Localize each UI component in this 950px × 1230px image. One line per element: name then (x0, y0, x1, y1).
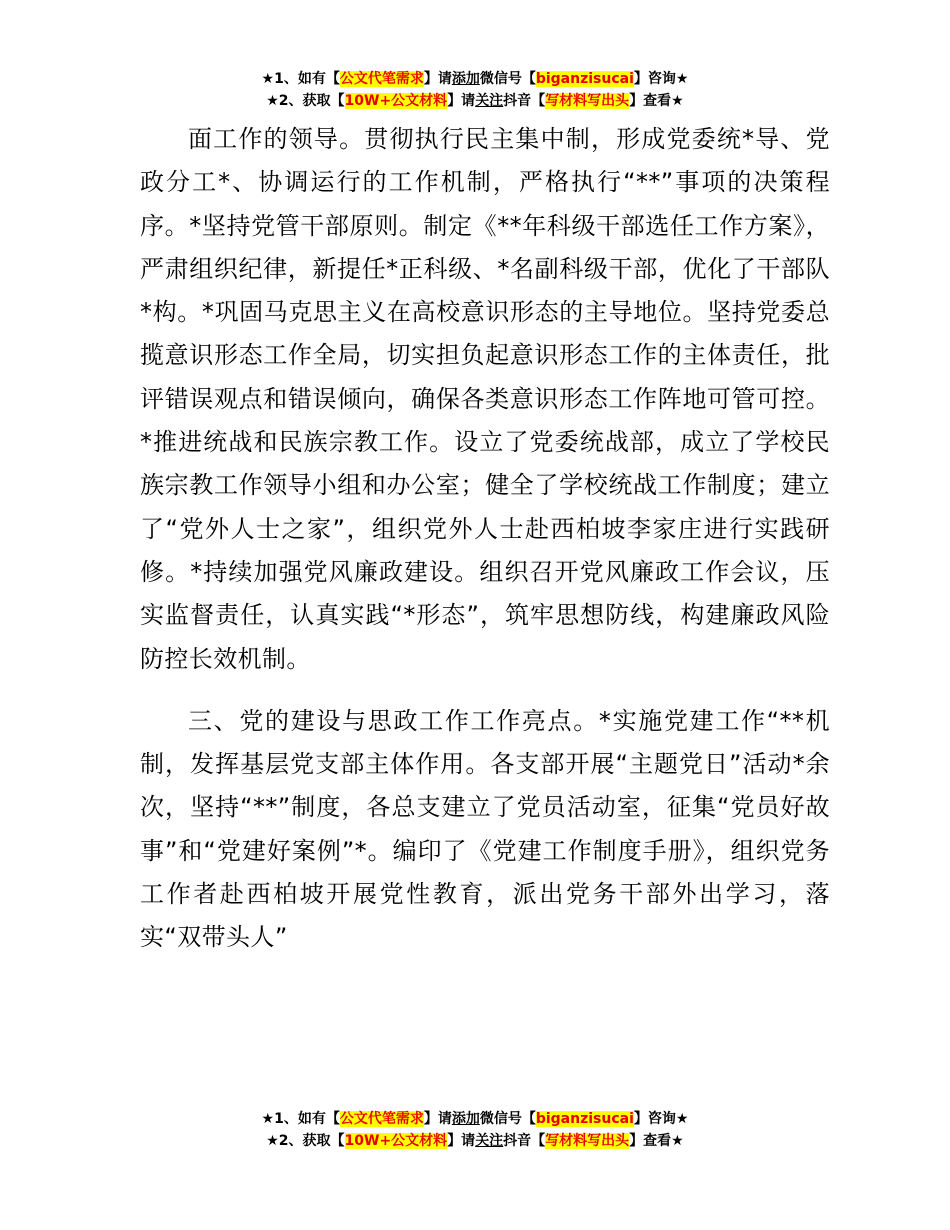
header-banner (0, 68, 950, 112)
banner-text: 】请 (423, 1111, 452, 1127)
banner-text: 】咨询★ (633, 1111, 689, 1127)
banner-text: 】咨询★ (633, 71, 689, 87)
banner-underlined-text: 添加 (451, 1111, 480, 1127)
banner-text: 】请 (423, 71, 452, 87)
banner-text: 】请 (447, 93, 476, 109)
highlight-materials: 10W+公文材料 (344, 93, 448, 109)
banner-text: ★1、如有【 (261, 1111, 340, 1127)
document-body (140, 118, 830, 960)
banner-line-2 (0, 90, 950, 112)
banner-text: 抖音【 (503, 93, 546, 109)
highlight-materials: 10W+公文材料 (344, 1133, 448, 1149)
paragraph: 面工作的领导。贯彻执行民主集中制，形成党委统*导、党政分工*、协调运行的工作机制，严格执行“**”事项的决策程序。*坚持党管干部原则。制定《**年科级干部选任工作方案》，严肃组织纪律，新提任*正科级、*名副科级干部，优化了干部队*构。*巩固马克思主义在高校意识形态的主导地位。坚持党委总揽意识形态工作全局，切实担负起意识形态工作的主体责任，批评错误观点和错误倾向，确保各类意识形态工作阵地可管可控。*推进统战和民族宗教工作。设立了党委统战部，成立了学校民族宗教工作领导小组和办公室；健全了学校统战工作制度；建立了“党外人士之家”，组织党外人士赴西柏坡李家庄进行实践研修。*持续加强党风廉政建设。组织召开党风廉政工作会议，压实监督责任，认真实践“*形态”，筑牢思想防线，构建廉政风险防控长效机制。 (140, 125, 830, 673)
banner-line-2 (0, 1130, 950, 1152)
highlight-douyin-account: 写材料写出头 (545, 93, 630, 109)
banner-underlined-text: 添加 (451, 71, 480, 87)
banner-underlined-text: 关注 (475, 1133, 504, 1149)
footer-banner (0, 1108, 950, 1152)
banner-text: 】请 (447, 1133, 476, 1149)
highlight-douyin-account: 写材料写出头 (545, 1133, 630, 1149)
banner-text: 抖音【 (503, 1133, 546, 1149)
banner-text: ★2、获取【 (266, 93, 345, 109)
banner-text: 】查看★ (629, 1133, 684, 1149)
banner-text: 】查看★ (629, 93, 684, 109)
banner-text: ★2、获取【 (266, 1133, 345, 1149)
highlight-service: 公文代笔需求 (339, 71, 424, 87)
highlight-service: 公文代笔需求 (339, 1111, 424, 1127)
banner-underlined-text: 关注 (475, 93, 504, 109)
banner-line-1 (0, 68, 950, 90)
banner-text: 微信号【 (479, 71, 536, 87)
banner-line-1 (0, 1108, 950, 1130)
banner-text: ★1、如有【 (261, 71, 340, 87)
banner-text: 微信号【 (479, 1111, 536, 1127)
paragraph: 三、党的建设与思政工作工作亮点。*实施党建工作“**机制，发挥基层党支部主体作用。各支部开展“主题党日”活动*余次，坚持“**”制度，各总支建立了党员活动室，征集“党员好故事”和“党建好案例”*。编印了《党建工作制度手册》，组织党务工作者赴西柏坡开展党性教育，派出党务干部外出学习，落实“双带头人” (140, 706, 830, 952)
highlight-wechat-id: biganzisucai (535, 71, 634, 87)
highlight-wechat-id: biganzisucai (535, 1111, 634, 1127)
